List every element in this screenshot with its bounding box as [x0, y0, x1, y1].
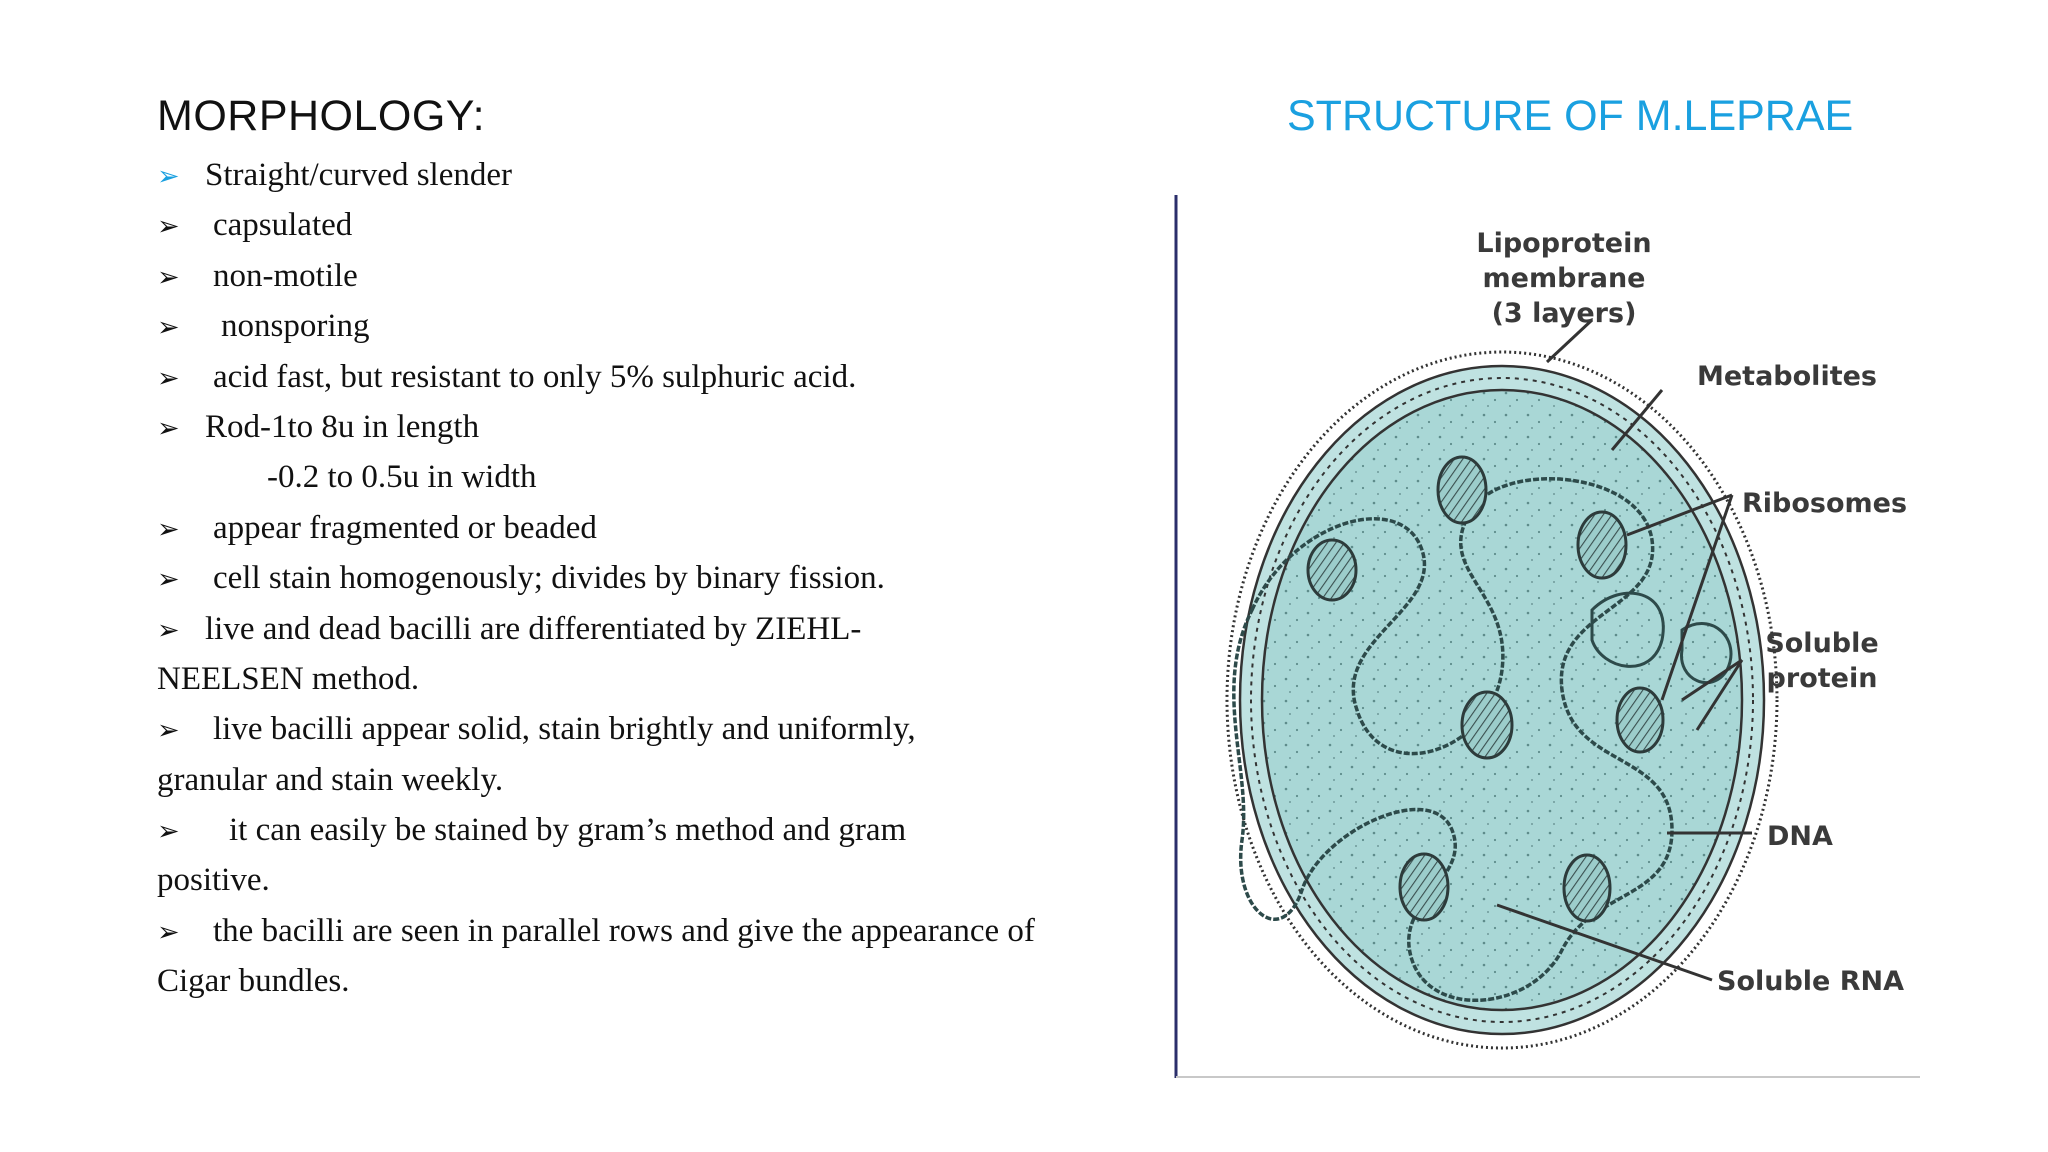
- bullet-line: ➢ Straight/curved slender: [157, 150, 1097, 200]
- bullet-line: ➢ it can easily be stained by gram’s method and gram: [157, 805, 1097, 855]
- mleprae-structure-diagram: [1172, 190, 1922, 1080]
- arrow-bullet-icon: ➢: [157, 362, 180, 394]
- arrow-bullet-icon: ➢: [157, 916, 180, 948]
- ribosome: [1438, 457, 1486, 523]
- arrow-bullet-icon: ➢: [157, 412, 180, 444]
- arrow-bullet-icon: ➢: [157, 614, 180, 646]
- morphology-heading: MORPHOLOGY:: [157, 92, 486, 140]
- dna-label: DNA: [1767, 821, 1833, 852]
- ribosome: [1400, 854, 1448, 920]
- ribosome: [1578, 512, 1626, 578]
- bullet-line: ➢ nonsporing: [157, 301, 1097, 351]
- membrane-label-3: (3 layers): [1491, 298, 1637, 329]
- protein-label-1: Soluble: [1765, 628, 1879, 659]
- bullet-continuation: Cigar bundles.: [157, 963, 350, 1000]
- bullet-line: ➢ the bacilli are seen in parallel rows and give the appearance of: [157, 906, 1097, 956]
- arrow-bullet-icon: ➢: [157, 261, 180, 293]
- membrane-label-2: membrane: [1482, 263, 1646, 294]
- bullet-line: ➢ non-motile: [157, 251, 1097, 301]
- bullet-continuation: granular and stain weekly.: [157, 761, 504, 798]
- bullet-continuation: NEELSEN method.: [157, 660, 420, 697]
- rna-label: Soluble RNA: [1717, 966, 1905, 997]
- arrow-bullet-icon: ➢: [157, 161, 180, 192]
- bullet-line: ➢ live and dead bacilli are differentiated by ZIEHL-: [157, 604, 1097, 654]
- arrow-bullet-icon: ➢: [157, 564, 180, 596]
- bullet-continuation: positive.: [157, 862, 270, 899]
- metabolites-label: Metabolites: [1697, 361, 1877, 392]
- bullet-line: ➢ capsulated: [157, 200, 1097, 250]
- membrane-label-1: Lipoprotein: [1476, 228, 1652, 259]
- protein-label-2: protein: [1766, 663, 1878, 694]
- bullet-line: ➢ cell stain homogenously; divides by binary fission.: [157, 553, 1097, 603]
- ribosomes-label: Ribosomes: [1742, 488, 1908, 519]
- morphology-bullet-list: [157, 150, 1097, 1007]
- arrow-bullet-icon: ➢: [157, 715, 180, 747]
- structure-heading: STRUCTURE OF M.LEPRAE: [1287, 92, 1854, 140]
- arrow-bullet-icon: ➢: [157, 312, 180, 344]
- bullet-line: ➢ appear fragmented or beaded: [157, 503, 1097, 553]
- ribosome: [1617, 688, 1663, 752]
- bullet-line: ➢ live bacilli appear solid, stain brightly and uniformly,: [157, 704, 1097, 754]
- arrow-bullet-icon: ➢: [157, 816, 180, 848]
- bullet-line: ➢ Rod-1to 8u in length: [157, 402, 1097, 452]
- arrow-bullet-icon: ➢: [157, 211, 180, 243]
- ribosome: [1564, 855, 1610, 921]
- bullet-continuation: -0.2 to 0.5u in width: [267, 459, 537, 496]
- ribosome: [1308, 540, 1356, 600]
- ribosome: [1462, 692, 1512, 758]
- bullet-line: ➢ acid fast, but resistant to only 5% sulphuric acid.: [157, 352, 1097, 402]
- arrow-bullet-icon: ➢: [157, 513, 180, 545]
